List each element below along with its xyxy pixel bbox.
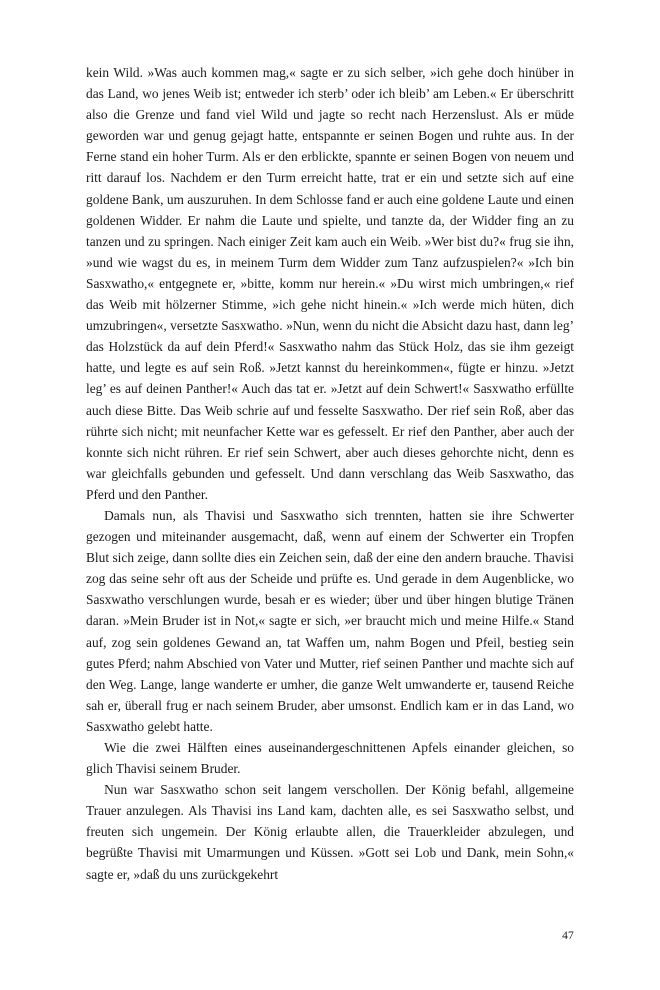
paragraph: kein Wild. »Was auch kommen mag,« sagte er zu sich selber, »ich gehe doch hinüber in das Land, wo jenes Weib ist; entweder ich sterb’ oder ich bleib’ am Leben.« Er überschritt also die Grenze und fand viel Wild und jagte so recht nach Herzenslust. Als er müde geworden war und genug gejagt hatte, entspannte er seinen Bogen und ruhte aus. In der Ferne stand ein hoher Turm. Als er den erblickte, spannte er seinen Bogen von neuem und ritt darauf los. Nachdem er den Turm erreicht hatte, trat er ein und setzte sich auf eine goldene Bank, um auszuruhen. In dem Schlosse fand er auch eine goldene Laute und einen goldenen Widder. Er nahm die Laute und spielte, und tanzte da, der Widder fing an zu tanzen und zu springen. Nach einiger Zeit kam auch ein Weib. »Wer bist du?« frug sie ihn, »und wie wagst du es, in meinem Turm dem Widder zum Tanz aufzuspielen?« »Ich bin Sasxwatho,« entgegnete er, »bitte, komm nur herein.« »Du wirst mich umbringen,« rief das Weib mit hölzerner Stimme, »ich gehe nicht hinein.« »Ich werde mich hüten, dich umzubringen«, versetzte Sasxwatho. »Nun, wenn du nicht die Absicht dazu hast, dann leg’ das Holzstück da auf dein Pferd!« Sasxwatho nahm das Stück Holz, das sie ihm gezeigt hatte, und legte es auf sein Roß. »Jetzt kannst du hereinkommen«, fügte er hinzu. »Jetzt leg’ es auf deinen Panther!« Auch das tat er. »Jetzt auf dein Schwert!« Sasxwatho erfüllte auch diese Bitte. Das Weib schrie auf und fesselte Sasxwatho. Der rief sein Roß, aber das rührte sich nicht; mit neunfacher Kette war es gefesselt. Er rief den Panther, aber auch der konnte sich nicht rühren. Er rief sein Schwert, aber auch dieses gehorchte nicht, denn es war gleichfalls gebunden und gefesselt. Und dann verschlang das Weib Sasxwatho, das Pferd und den Panther. xyxy=(86,65,574,502)
paragraph: Nun war Sasxwatho schon seit langem verschollen. Der König befahl, allgemeine Trauer anzulegen. Als Thavisi ins Land kam, dachten alle, es sei Sasxwatho selbst, und freuten sich ungemein. Der König erlaubte allen, die Trauerkleider abzulegen, und begrüßte Thavisi mit Umarmungen und Küssen. »Gott sei Lob und Dank, mein Sohn,« sagte er, »daß du uns zurückgekehrt xyxy=(86,782,574,882)
paragraph: Damals nun, als Thavisi und Sasxwatho sich trennten, hatten sie ihre Schwerter gezogen und miteinander ausgemacht, daß, wenn auf einem der Schwerter ein Tropfen Blut sich zeige, dann sollte dies ein Zeichen sein, daß der eine den andern brauche. Thavisi zog das seine sehr oft aus der Scheide und prüfte es. Und gerade in dem Augenblicke, wo Sasxwatho verschlungen wurde, besah er es wieder; über und über hingen blutige Tränen daran. »Mein Bruder ist in Not,« sagte er sich, »er braucht mich und meine Hilfe.« Stand auf, zog sein goldenes Gewand an, tat Waffen um, nahm Bogen und Pfeil, bestieg sein gutes Pferd; nahm Abschied von Vater und Mutter, rief seinen Panther und machte sich auf den Weg. Lange, lange wanderte er umher, die ganze Welt umwanderte er, tausend Reiche sah er, überall frug er nach seinem Bruder, aber umsonst. Endlich kam er in das Land, wo Sasxwatho gelebt hatte. xyxy=(86,507,574,734)
page-number: 47 xyxy=(562,930,574,942)
paragraph: Wie die zwei Hälften eines auseinandergeschnittenen Apfels einander gleichen, so glich Thavisi seinem Bruder. xyxy=(86,740,574,777)
page-body xyxy=(86,62,574,885)
